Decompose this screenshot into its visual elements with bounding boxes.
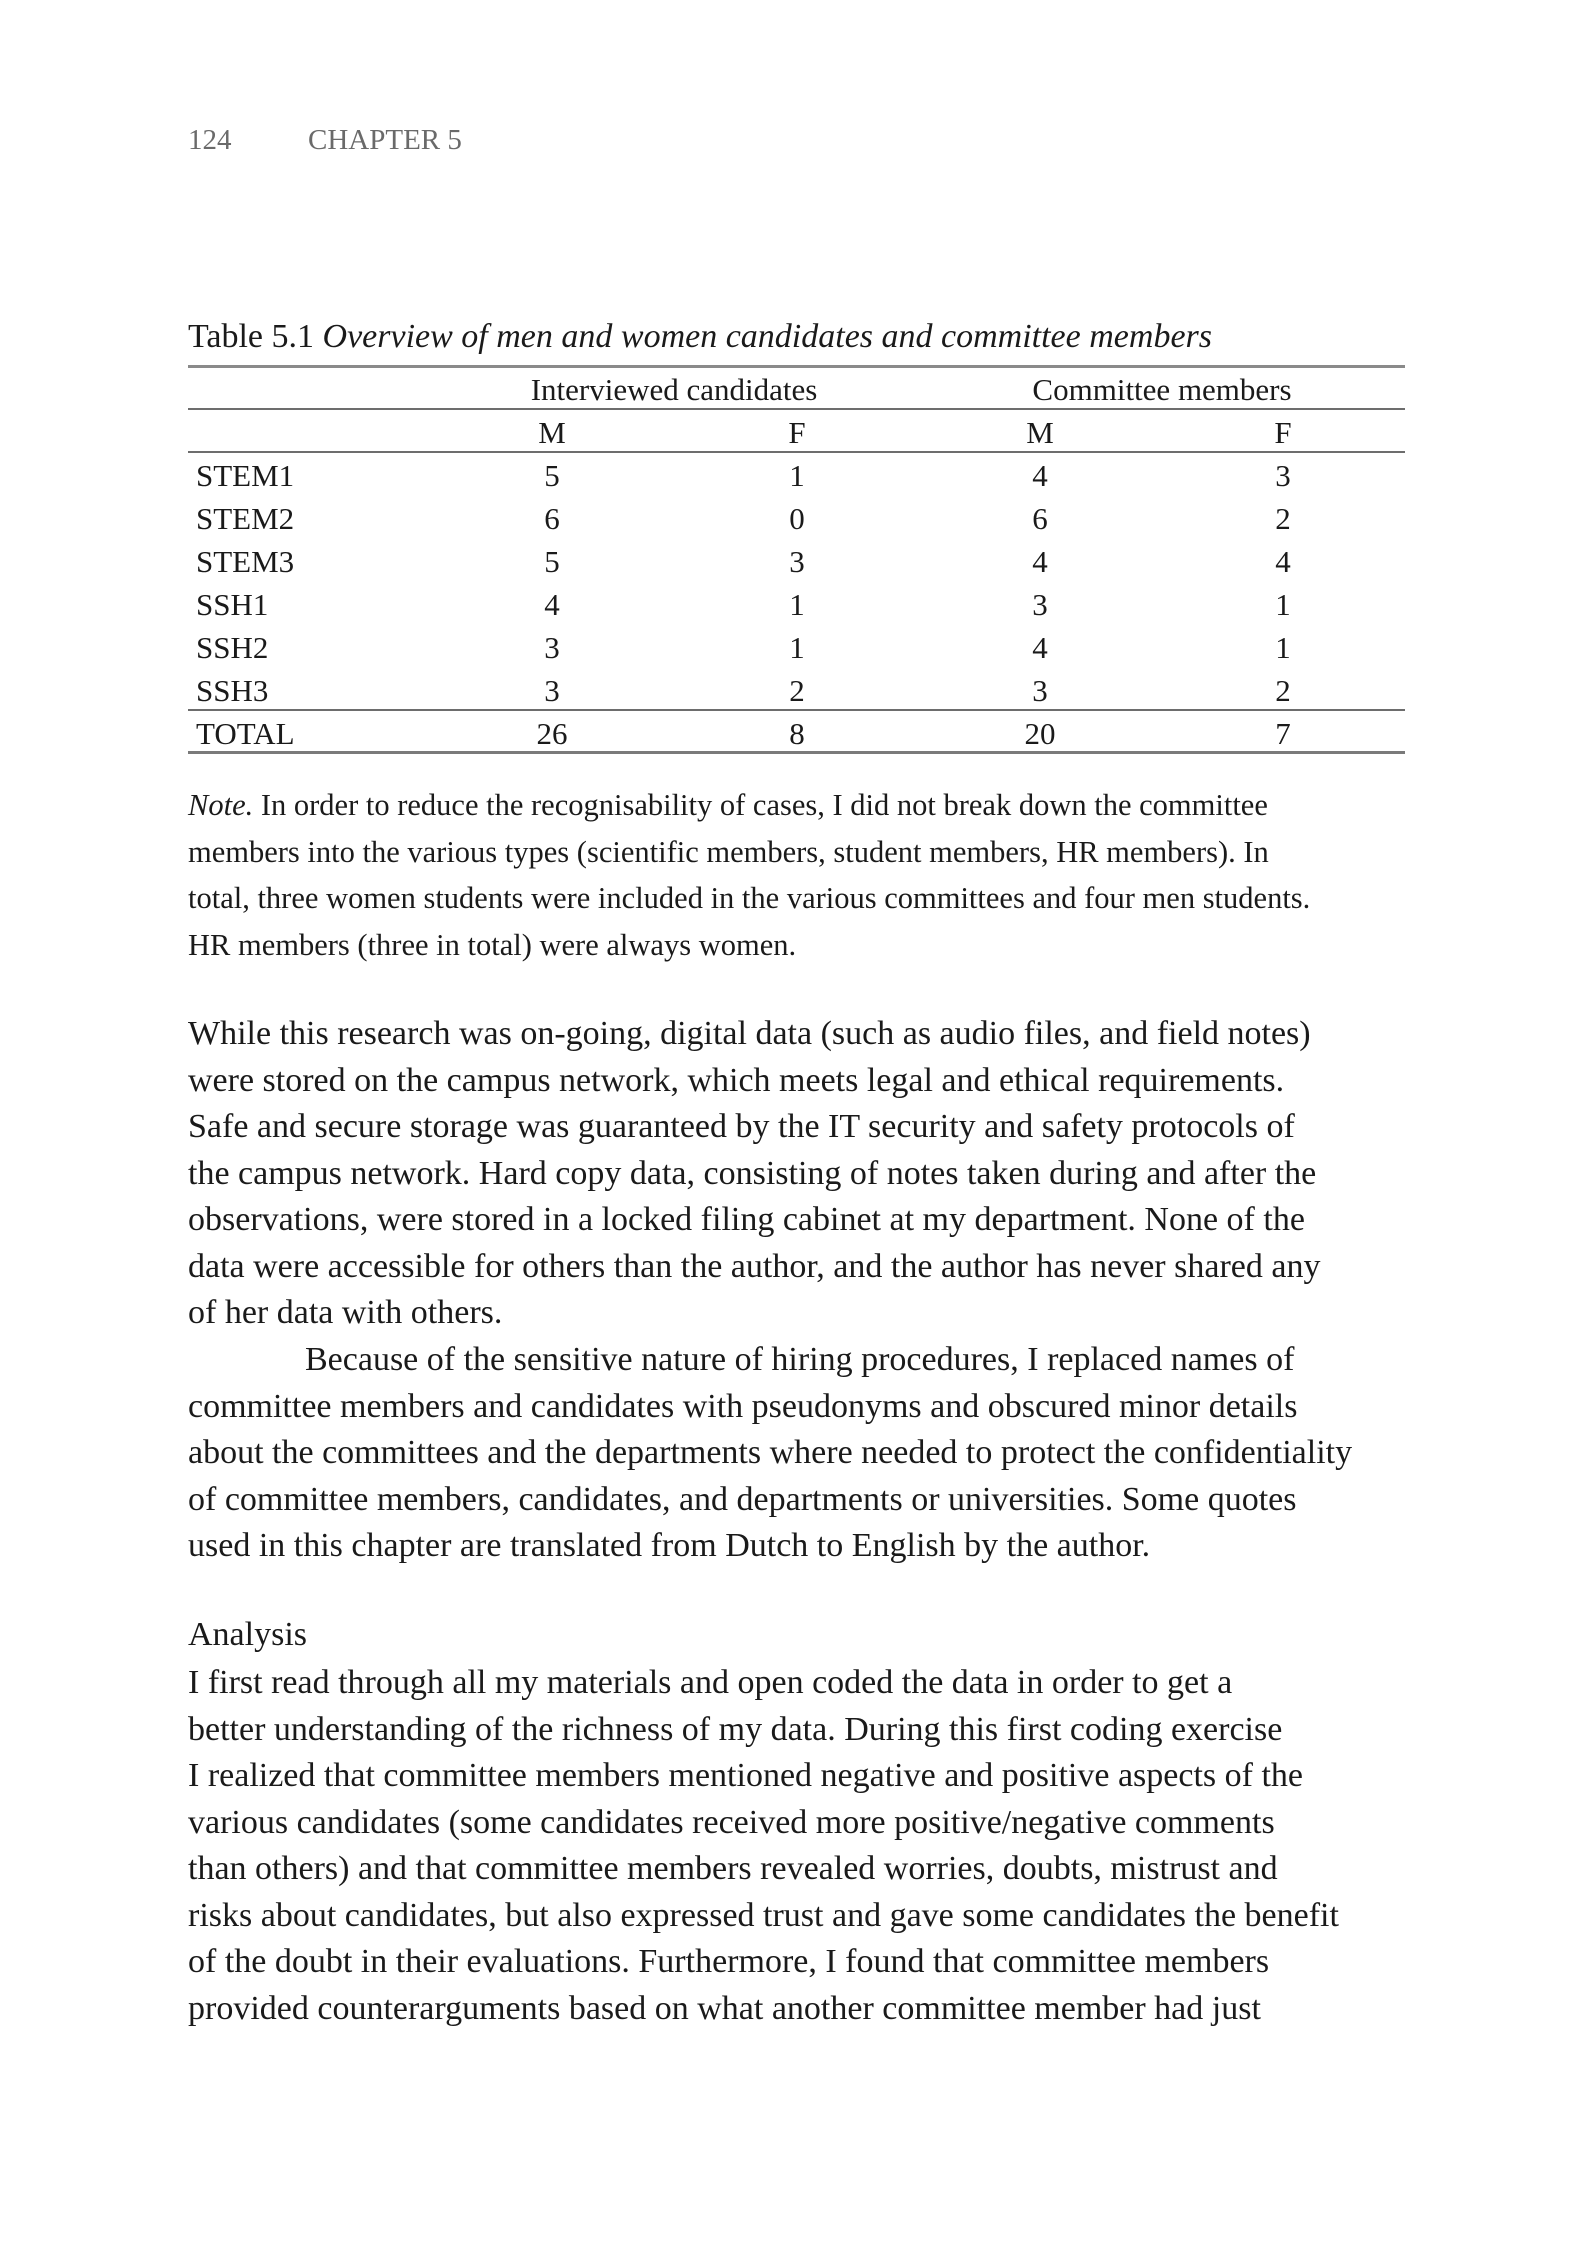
- text-line: I first read through all my materials and open coded the data in order to get a: [188, 1664, 1233, 1701]
- text-line: data were accessible for others than the author, and the author has never shared any: [188, 1247, 1321, 1285]
- text-line: risks about candidates, but also expressed trust and gave some candidates the benefit: [188, 1896, 1339, 1934]
- cell-value: 4: [1275, 544, 1291, 579]
- cell-value: 3: [1032, 673, 1048, 708]
- note-line: members into the various types (scientific members, student members, HR members). In: [188, 834, 1269, 869]
- row-label: SSH3: [196, 673, 269, 708]
- cell-value: 2: [789, 673, 805, 708]
- cell-value: 6: [1032, 501, 1048, 536]
- text-line: the campus network. Hard copy data, consisting of notes taken during and after the: [188, 1154, 1317, 1192]
- cell-value: 6: [544, 501, 560, 536]
- total-value: 8: [789, 716, 805, 751]
- note-label: Note.: [188, 788, 254, 822]
- body-paragraph-1: [188, 1013, 1405, 1339]
- text-line: used in this chapter are translated from Dutch to English by the author.: [188, 1527, 1151, 1564]
- text-line: better understanding of the richness of my data. During this first coding exercise: [188, 1710, 1283, 1748]
- text-line: provided counterarguments based on what another committee member had just: [188, 1989, 1261, 2027]
- table-row: [188, 582, 1405, 625]
- note-line: HR members (three in total) were always women.: [188, 928, 797, 963]
- row-label: TOTAL: [196, 716, 295, 751]
- cell-value: 1: [789, 458, 805, 493]
- row-label: SSH1: [196, 587, 269, 622]
- text-line: observations, were stored in a locked filing cabinet at my department. None of the: [188, 1201, 1305, 1238]
- sub-header-m: M: [1026, 415, 1054, 450]
- total-value: 7: [1275, 716, 1291, 751]
- row-label: STEM1: [196, 458, 295, 493]
- table-caption-title: Overview of men and women candidates and committee members: [322, 318, 1212, 355]
- sub-header-m: M: [538, 415, 566, 450]
- row-label: STEM3: [196, 544, 295, 579]
- cell-value: 3: [544, 673, 560, 708]
- text-line: of the doubt in their evaluations. Furthermore, I found that committee members: [188, 1943, 1270, 1980]
- text-line: than others) and that committee members revealed worries, doubts, mistrust and: [188, 1850, 1278, 1887]
- cell-value: 3: [789, 544, 805, 579]
- table-caption-label: Table 5.1: [188, 318, 315, 355]
- group-header-interviewed-candidates: Interviewed candidates: [530, 372, 818, 407]
- text-line: I realized that committee members mentioned negative and positive aspects of the: [188, 1757, 1303, 1794]
- row-label: SSH2: [196, 630, 269, 665]
- table-group-header-row: [188, 367, 1405, 410]
- cell-value: 5: [544, 544, 560, 579]
- text-line: While this research was on-going, digital data (such as audio files, and field notes): [188, 1015, 1311, 1052]
- table-caption: [188, 318, 1212, 356]
- cell-value: 2: [1275, 673, 1291, 708]
- sub-header-f: F: [788, 415, 806, 450]
- text-line: Because of the sensitive nature of hiring procedures, I replaced names of: [305, 1341, 1295, 1378]
- cell-value: 3: [1275, 458, 1291, 493]
- cell-value: 1: [1275, 587, 1291, 622]
- body-paragraph-2: [188, 1339, 1405, 1572]
- total-value: 26: [536, 716, 568, 751]
- table-row: [188, 453, 1405, 496]
- note-line: Note. In order to reduce the recognisability of cases, I did not break down the committee: [188, 788, 1268, 822]
- table-bottom-rule: [188, 751, 1405, 754]
- cell-value: 4: [1032, 458, 1048, 493]
- row-label: STEM2: [196, 501, 295, 536]
- text-line: of her data with others.: [188, 1294, 503, 1331]
- text-line: various candidates (some candidates received more positive/negative comments: [188, 1803, 1275, 1841]
- text-line: about the committees and the departments where needed to protect the confidentiality: [188, 1434, 1353, 1471]
- cell-value: 5: [544, 458, 560, 493]
- section-heading: Analysis: [188, 1616, 307, 1653]
- group-header-committee-members: Committee members: [1032, 372, 1292, 407]
- table-row: [188, 668, 1405, 711]
- cell-value: 1: [1275, 630, 1291, 665]
- cell-value: 3: [544, 630, 560, 665]
- table-sub-header-row: [188, 410, 1405, 453]
- table-total-row: [188, 711, 1405, 754]
- cell-value: 1: [789, 587, 805, 622]
- text-line: committee members and candidates with pseudonyms and obscured minor details: [188, 1387, 1298, 1425]
- cell-value: 3: [1032, 587, 1048, 622]
- cell-value: 2: [1275, 501, 1291, 536]
- table-row: [188, 496, 1405, 539]
- cell-value: 4: [1032, 630, 1048, 665]
- text-line: were stored on the campus network, which meets legal and ethical requirements.: [188, 1061, 1285, 1099]
- note-line: total, three women students were included in the various committees and four men students.: [188, 881, 1311, 916]
- sub-header-f: F: [1274, 415, 1292, 450]
- text-line: Safe and secure storage was guaranteed by the IT security and safety protocols of: [188, 1108, 1295, 1145]
- table-note: [188, 785, 1405, 972]
- cell-value: 4: [1032, 544, 1048, 579]
- text-line: of committee members, candidates, and departments or universities. Some quotes: [188, 1480, 1297, 1518]
- cell-value: 0: [789, 501, 805, 536]
- body-paragraph-3: [188, 1662, 1405, 2034]
- total-value: 20: [1024, 716, 1056, 751]
- cell-value: 4: [544, 587, 560, 622]
- chapter-title: CHAPTER 5: [308, 124, 462, 156]
- table-row: [188, 539, 1405, 582]
- cell-value: 1: [789, 630, 805, 665]
- page-number: 124: [188, 124, 232, 156]
- table-row: [188, 625, 1405, 668]
